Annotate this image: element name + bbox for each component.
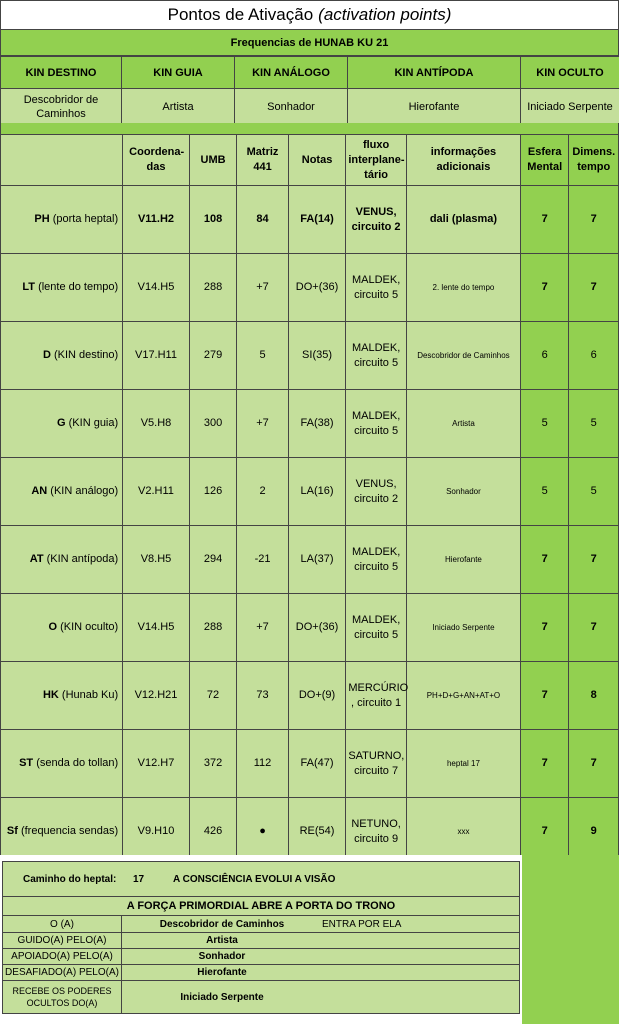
- forca-line: [3, 981, 519, 1013]
- matriz-cell: 5: [237, 322, 289, 390]
- matriz-cell: -21: [237, 526, 289, 594]
- kin-table: [0, 56, 619, 126]
- dim-cell: 5: [569, 458, 619, 526]
- forca-a: GUIDO(A) PELO(A): [3, 933, 122, 948]
- umb-cell: 72: [189, 662, 236, 730]
- coord-cell: V8.H5: [123, 526, 190, 594]
- point-label: (KIN guia): [68, 417, 119, 429]
- esfera-cell: 5: [520, 458, 568, 526]
- point-code: Sf: [6, 825, 18, 837]
- fluxo-cell: MALDEK, circuito 5: [346, 254, 407, 322]
- fluxo-cell: MALDEK, circuito 5: [346, 390, 407, 458]
- umb-cell: 288: [189, 254, 236, 322]
- point-label: (porta heptal): [52, 213, 119, 225]
- esfera-cell: 6: [520, 322, 568, 390]
- activation-table: [0, 134, 619, 866]
- umb-cell: 426: [189, 798, 236, 866]
- umb-cell: 108: [189, 186, 236, 254]
- activation-rows: [1, 186, 619, 866]
- kin-value-cell: Descobridor de Caminhos: [1, 89, 122, 126]
- col-header-matriz: Matriz 441: [237, 135, 289, 186]
- col-header-notas: Notas: [288, 135, 346, 186]
- info-cell: heptal 17: [406, 730, 520, 798]
- table-row: [1, 390, 619, 458]
- nota-cell: RE(54): [288, 798, 346, 866]
- point-cell: [1, 390, 123, 458]
- point-label: (lente do tempo): [38, 281, 119, 293]
- bottom-green-fill: [522, 855, 619, 1024]
- umb-cell: 372: [189, 730, 236, 798]
- col-header-umb: UMB: [189, 135, 236, 186]
- esfera-cell: 7: [520, 526, 568, 594]
- umb-cell: 126: [189, 458, 236, 526]
- coord-cell: V12.H7: [123, 730, 190, 798]
- coord-cell: V14.H5: [123, 594, 190, 662]
- forca-b: Descobridor de Caminhos: [159, 918, 285, 930]
- umb-cell: 300: [189, 390, 236, 458]
- kin-header-cell: KIN GUIA: [122, 57, 235, 89]
- esfera-cell: 7: [520, 798, 568, 866]
- esfera-cell: 7: [520, 254, 568, 322]
- point-label: (KIN análogo): [50, 485, 119, 497]
- forca-lines: [3, 916, 519, 1013]
- umb-cell: 288: [189, 594, 236, 662]
- point-code: AN: [31, 485, 48, 497]
- kin-value-cell: Iniciado Serpente: [521, 89, 619, 126]
- frequencias-header: Frequencias de HUNAB KU 21: [0, 30, 619, 56]
- matriz-cell: 73: [237, 662, 289, 730]
- fluxo-cell: VENUS, circuito 2: [346, 186, 407, 254]
- coord-cell: V2.H11: [123, 458, 190, 526]
- point-cell: [1, 730, 123, 798]
- dim-cell: 7: [569, 254, 619, 322]
- forca-line: [3, 916, 519, 933]
- page-title: [0, 0, 619, 30]
- point-label: (senda do tollan): [36, 757, 119, 769]
- forca-b: Artista: [206, 935, 238, 946]
- info-cell: Sonhador: [406, 458, 520, 526]
- table-row: [1, 662, 619, 730]
- coord-cell: V12.H21: [123, 662, 190, 730]
- point-cell: [1, 662, 123, 730]
- title-text: Pontos de Ativação: [167, 5, 314, 24]
- coord-cell: V14.H5: [123, 254, 190, 322]
- point-code: HK: [42, 689, 59, 701]
- table-row: [1, 730, 619, 798]
- matriz-cell: 2: [237, 458, 289, 526]
- kin-value-row: [1, 89, 619, 126]
- kin-header-row: [1, 57, 619, 89]
- nota-cell: LA(37): [288, 526, 346, 594]
- dim-cell: 7: [569, 186, 619, 254]
- point-code: PH: [34, 213, 50, 225]
- caminho-label: Caminho do heptal:: [23, 873, 117, 885]
- table-row: [1, 322, 619, 390]
- table-row: [1, 526, 619, 594]
- dim-cell: 7: [569, 730, 619, 798]
- kin-value-cell: Hierofante: [348, 89, 521, 126]
- point-label: (KIN antípoda): [46, 553, 119, 565]
- info-cell: Artista: [406, 390, 520, 458]
- point-code: LT: [22, 281, 35, 293]
- esfera-cell: 7: [520, 186, 568, 254]
- umb-cell: 279: [189, 322, 236, 390]
- info-cell: Iniciado Serpente: [406, 594, 520, 662]
- forca-a: DESAFIADO(A) PELO(A): [3, 965, 122, 980]
- forca-title: A FORÇA PRIMORDIAL ABRE A PORTA DO TRONO: [3, 897, 519, 916]
- point-cell: [1, 594, 123, 662]
- nota-cell: DO+(9): [288, 662, 346, 730]
- forca-a: O (A): [3, 916, 122, 932]
- column-header-row: [1, 135, 619, 186]
- fluxo-cell: SATURNO, circuito 7: [346, 730, 407, 798]
- fluxo-cell: MALDEK, circuito 5: [346, 322, 407, 390]
- info-cell: 2. lente do tempo: [406, 254, 520, 322]
- coord-cell: V5.H8: [123, 390, 190, 458]
- table-row: [1, 186, 619, 254]
- forca-c: ENTRA POR ELA: [322, 918, 402, 930]
- dim-cell: 5: [569, 390, 619, 458]
- kin-value-cell: Sonhador: [235, 89, 348, 126]
- col-header-fluxo: fluxo interplane-tário: [346, 135, 407, 186]
- dim-cell: 6: [569, 322, 619, 390]
- table-row: [1, 458, 619, 526]
- info-cell: dali (plasma): [406, 186, 520, 254]
- nota-cell: DO+(36): [288, 254, 346, 322]
- forca-line: [3, 933, 519, 949]
- forca-line: [3, 965, 519, 981]
- point-label: (KIN oculto): [60, 621, 119, 633]
- col-header-dim: Dimens. tempo: [569, 135, 619, 186]
- point-cell: [1, 186, 123, 254]
- forca-a: RECEBE OS PODERES OCULTOS DO(A): [3, 981, 122, 1013]
- caminho-number: 17: [133, 873, 145, 885]
- fluxo-cell: MALDEK, circuito 5: [346, 594, 407, 662]
- nota-cell: FA(38): [288, 390, 346, 458]
- esfera-cell: 7: [520, 594, 568, 662]
- matriz-cell: 112: [237, 730, 289, 798]
- caminho-box: [2, 861, 520, 897]
- info-cell: xxx: [406, 798, 520, 866]
- forca-b: Sonhador: [198, 951, 246, 962]
- point-code: AT: [29, 553, 44, 565]
- coord-cell: V11.H2: [123, 186, 190, 254]
- esfera-cell: 7: [520, 662, 568, 730]
- fluxo-cell: NETUNO, circuito 9: [346, 798, 407, 866]
- info-cell: Hierofante: [406, 526, 520, 594]
- forca-line: [3, 949, 519, 965]
- table-row: [1, 594, 619, 662]
- point-cell: [1, 254, 123, 322]
- nota-cell: FA(47): [288, 730, 346, 798]
- nota-cell: FA(14): [288, 186, 346, 254]
- point-code: G: [57, 417, 66, 429]
- info-cell: Descobridor de Caminhos: [406, 322, 520, 390]
- table-row: [1, 254, 619, 322]
- matriz-cell: 84: [237, 186, 289, 254]
- fluxo-cell: VENUS, circuito 2: [346, 458, 407, 526]
- kin-header-cell: KIN OCULTO: [521, 57, 619, 89]
- coord-cell: V9.H10: [123, 798, 190, 866]
- fluxo-cell: MALDEK, circuito 5: [346, 526, 407, 594]
- nota-cell: LA(16): [288, 458, 346, 526]
- point-label: (frequencia sendas): [20, 825, 119, 837]
- point-code: ST: [19, 757, 34, 769]
- caminho-text: A CONSCIÊNCIA EVOLUI A VISÃO: [173, 873, 336, 885]
- point-cell: [1, 322, 123, 390]
- matriz-cell: ●: [237, 798, 289, 866]
- spacer-bar: [0, 123, 619, 134]
- dim-cell: 8: [569, 662, 619, 730]
- kin-value-cell: Artista: [122, 89, 235, 126]
- point-label: (Hunab Ku): [61, 689, 119, 701]
- matriz-cell: +7: [237, 254, 289, 322]
- kin-header-cell: KIN ANTÍPODA: [348, 57, 521, 89]
- point-cell: [1, 526, 123, 594]
- kin-header-cell: KIN ANÁLOGO: [235, 57, 348, 89]
- point-label: (KIN destino): [53, 349, 119, 361]
- forca-box: [2, 897, 520, 1014]
- dim-cell: 9: [569, 798, 619, 866]
- fluxo-cell: MERCÚRIO , circuito 1: [346, 662, 407, 730]
- esfera-cell: 5: [520, 390, 568, 458]
- forca-a: APOIADO(A) PELO(A): [3, 949, 122, 964]
- dim-cell: 7: [569, 526, 619, 594]
- dim-cell: 7: [569, 594, 619, 662]
- point-cell: [1, 458, 123, 526]
- esfera-cell: 7: [520, 730, 568, 798]
- forca-b: Hierofante: [197, 967, 247, 978]
- col-header-info: informações adicionais: [406, 135, 520, 186]
- kin-header-cell: KIN DESTINO: [1, 57, 122, 89]
- nota-cell: DO+(36): [288, 594, 346, 662]
- title-italic: (activation points): [318, 5, 452, 24]
- forca-b: Iniciado Serpente: [180, 991, 264, 1003]
- col-header-empty: [1, 135, 123, 186]
- col-header-esfera: Esfera Mental: [520, 135, 568, 186]
- umb-cell: 294: [189, 526, 236, 594]
- matriz-cell: +7: [237, 594, 289, 662]
- col-header-coordenadas: Coordena-das: [123, 135, 190, 186]
- matriz-cell: +7: [237, 390, 289, 458]
- point-code: O: [48, 621, 58, 633]
- info-cell: PH+D+G+AN+AT+O: [406, 662, 520, 730]
- coord-cell: V17.H11: [123, 322, 190, 390]
- point-code: D: [42, 349, 51, 361]
- nota-cell: SI(35): [288, 322, 346, 390]
